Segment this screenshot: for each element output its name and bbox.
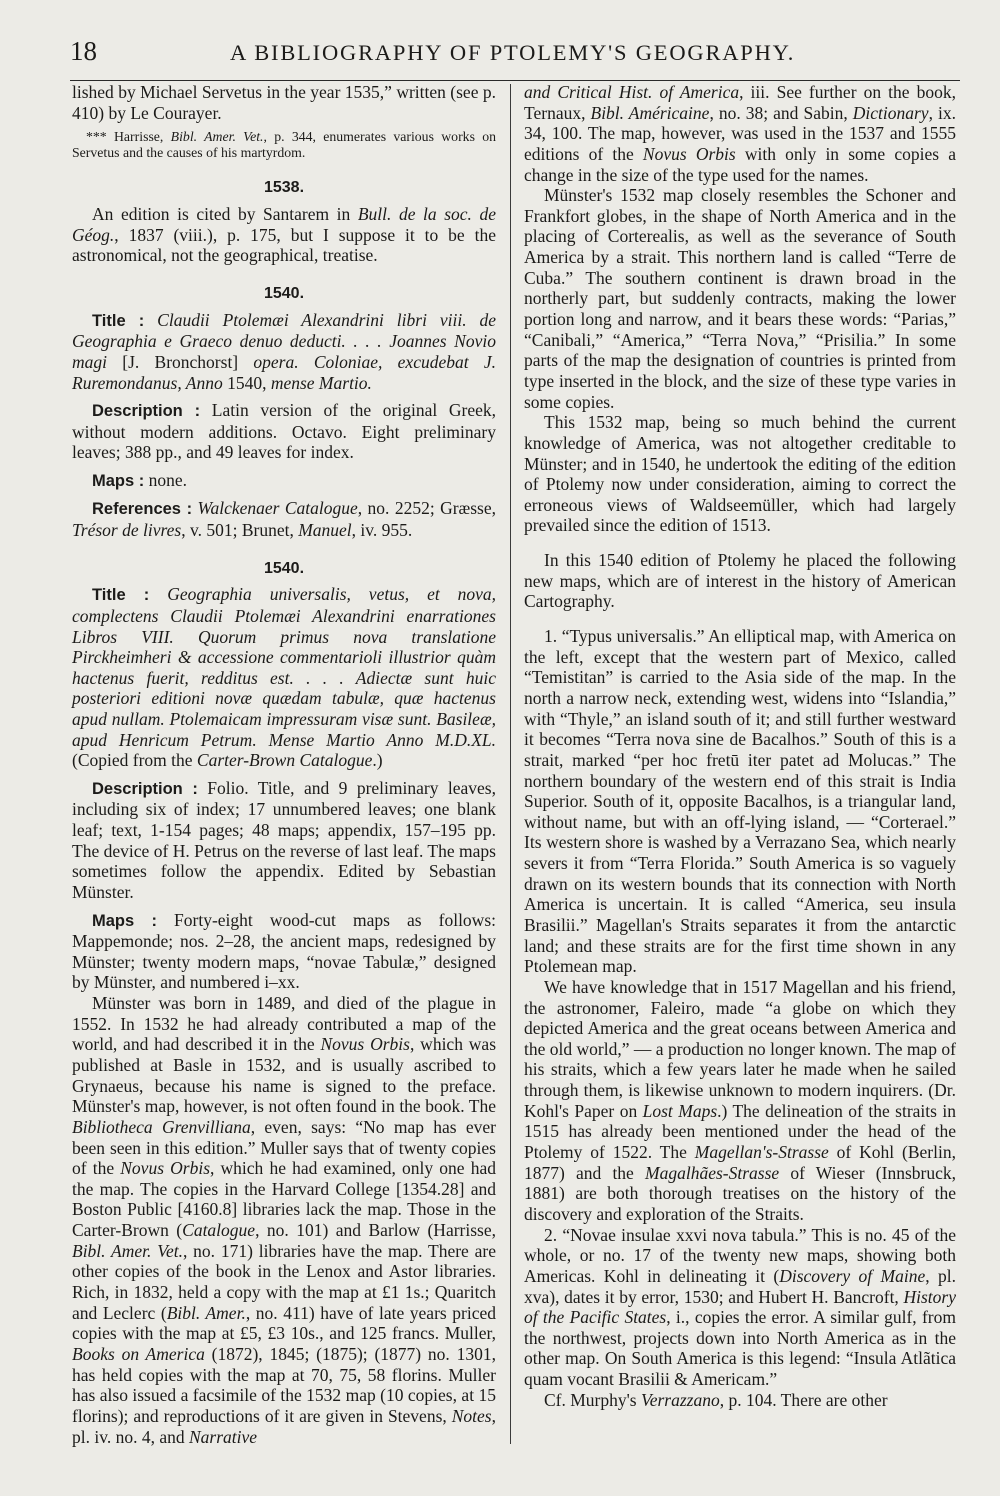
year-heading-1540-a: 1540. (263, 284, 305, 302)
munster-editing-paragraph: This 1532 map, being so much behind the current knowledge of America, was not altogether creditable to Münster; and in 1540, he undertook the editing of the edition of Ptolemy now under consideration, aiming to correct the erroneous views of Waldseemüller, which had largely prevailed since the edition of 1513. (524, 412, 956, 536)
footnote: *** Harrisse, Bibl. Amer. Vet., p. 344, enumerates various works on Servetus and the causes of his martyrdom. (72, 129, 496, 160)
entry-1540b-title: Title : Geographia universalis, vetus, et nova, complectens Claudii Ptolemæi Alexandrini enarrationes Libros VIII. Quorum primus nova translatione Pirckheimheri & accessione commentarioli illustrior quàm hactenus fuerit, redditus est. . . . Adiectæ sunt huic posteriori editioni novæ quædam tabulæ, quæ hactenus apud nullam. Ptolemaicam impressuram visæ sunt. Basileæ, apud Henricum Petrum. Mense Martio Anno M.D.XL. (Copied from the Carter-Brown Catalogue.) (72, 584, 497, 771)
entry-1540a-title: Title : Claudii Ptolemæi Alexandrini libri viii. de Geographia e Graeco denuo deducti. . . . Joannes Novio magi [J. Bronchorst] opera. Coloniae, excudebat J. Ruremondanus, Anno 1540, mense Martio. (72, 309, 497, 393)
running-title: A BIBLIOGRAPHY OF PTOLEMY'S GEOGRAPHY. (230, 40, 796, 65)
entry-1540b-description: Description : Folio. Title, and 9 preliminary leaves, including six of index; 17 unnumbered leaves; one blank leaf; text, 1-154 pages; 48 maps; appendix, 157–195 pp. The device of H. Petrus on the reverse of last leaf. The maps sometimes follow the appendix. Edited by Sebastian Münster. (72, 778, 496, 903)
entry-1540a-references: References : Walckenaer Catalogue, no. 2252; Græsse, Trésor de livres, v. 501; Brunet, Manuel, iv. 955. (72, 498, 496, 540)
continued-references: and Critical Hist. of America, iii. See further on the book, Ternaux, Bibl. Américaine, no. 38; and Sabin, Dictionary, ix. 34, 100. The map, however, was used in the 1537 and 1555 editions of the Novus Orbis with only in some copies a change in the size of the type used for the names. (524, 82, 956, 185)
entry-1540b-maps: Maps : Forty-eight wood-cut maps as follows: Mappemonde; nos. 2–28, the ancient maps, redesigned by Münster; twenty modern maps, “novae Tabulæ,” designed by Münster, and numbered i–xx. (72, 909, 496, 993)
continued-paragraph: lished by Michael Servetus in the year 1535,” written (see p. 410) by Le Courayer. (72, 82, 496, 123)
page-number: 18 (70, 36, 97, 66)
page-header (70, 36, 960, 81)
entry-1540a-description: Description : Latin version of the original Greek, without modern additions. Octavo. Eight preliminary leaves; 388 pp., and 49 leaves for index. (72, 400, 496, 463)
new-maps-intro: In this 1540 edition of Ptolemy he placed the following new maps, which are of interest in the history of American Cartography. (524, 550, 956, 612)
munster-paragraph: Münster was born in 1489, and died of the plague in 1552. In 1532 he had already contributed a map of the world, and had described it in the Novus Orbis, which was published at Basle in 1532, and is usually ascribed to Grynaeus, because his name is signed to the preface. Münster's map, however, is not often found in the book. The Bibliotheca Grenvilliana, even, says: “No map has ever been seen in this edition.” Muller says that of twenty copies of the Novus Orbis, which he had examined, only one had the map. The copies in the Harvard College [1354.28] and Boston Public [4160.8] libraries lack the map. Those in the Carter-Brown (Catalogue, no. 101) and Barlow (Harrisse, Bibl. Amer. Vet., no. 171) libraries have the map. There are other copies of the book in the Lenox and Astor libraries. Rich, in 1832, held a copy with the map at £1 1s.; Quaritch and Leclerc (Bibl. Amer., no. 411) have of late years priced copies with the map at £5, £3 10s., and 125 francs. Muller, Books on America (1872), 1845; (1875); (1877) no. 1301, has held copies with the map at 70, 75, 58 florins. Muller has also issued a facsimile of the 1532 map (10 copies, at 15 florins); and reproductions of it are given in Stevens, Notes, pl. iv. no. 4, and Narrative (72, 993, 497, 1447)
left-column (72, 82, 496, 1447)
magellan-paragraph: We have knowledge that in 1517 Magellan and his friend, the astronomer, Faleiro, made “a globe on which they depicted America and the great oceans between America and the old world,” — a production no longer known. The map of his straits, which a few years later he made when he sailed through them, is likewise unknown to modern inquirers. (Dr. Kohl's Paper on Lost Maps.) The delineation of the straits in 1515 has already been mentioned under the head of the Ptolemy of 1522. The Magellan's-Strasse of Kohl (Berlin, 1877) and the Magalhães-Strasse of Wieser (Innsbruck, 1881) are both thorough treatises on the history of the discovery and exploration of the Straits. (524, 976, 957, 1224)
year-heading-1540-b: 1540. (263, 559, 305, 577)
typus-universalis-paragraph: 1. “Typus universalis.” An elliptical map, with America on the left, except that the western part of Mexico, called “Temistitan” is carried to the Asia side of the map. In the north a narrow neck, extending west, widens into “Islandia,” with “Thyle,” an island south of it; and still further westward it becomes “Terra nova sine de Bacalhos.” South of this is a strait, marked “per hoc fretū iter patet ad Molucas.” The northern boundary of the western end of this strait is India Superior. South of it, opposite Bacalhos, is a triangular land, without name, but with an off-lying island, — “Corterael.” Its western shore is washed by a Verrazano Sea, which nearly severs it from “Terra Florida.” South America is so vaguely drawn on its western bounds that its connection with North America is uncertain. It is called “America, seu insula Brasilii.” Magellan's Straits separates it from the antarctic land; and these straits are for the first time shown in any Ptolemean map. (524, 626, 956, 977)
entry-1540a-maps: Maps : none. (92, 469, 188, 490)
right-column (524, 82, 956, 1410)
munster-1532-map-paragraph: Münster's 1532 map closely resembles the Schoner and Frankfort globes, in the shape of North America and in the placing of Corterealis, as well as the severance of South America by a strait. This northern land is called “Terre de Cuba.” The southern continent is drawn broad in the northerly part, but suddenly contracts, making the lower portion long and narrow, and it bears these words: “Parias,” “Canibali,” “America,” “Terra Nova,” “Prisilia.” In some parts of the map the designation of countries is printed from type inserted in the block, and the size of these type varies in some copies. (524, 185, 956, 412)
column-rule (510, 84, 511, 1444)
murphy-reference: Cf. Murphy's Verrazzano, p. 104. There are other (544, 1389, 888, 1410)
novae-insulae-paragraph: 2. “Novae insulae xxvi nova tabula.” This is no. 45 of the whole, or no. 17 of the twenty new maps, showing both Americas. Kohl in delineating it (Discovery of Maine, pl. xva), dates it by error, 1530; and Hubert H. Bancroft, History of the Pacific States, i., copies the error. A similar gulf, from the northwest, projects down into North America as in the other map. On South America is this legend: “Insula Atlãtica quam vocant Brasilii & Americam.” (524, 1224, 956, 1390)
entry-1538-text: An edition is cited by Santarem in Bull. de la soc. de Géog., 1837 (viii.), p. 175, but I suppose it to be the astronomical, not the geographical, treatise. (72, 204, 496, 266)
year-heading-1538: 1538. (263, 179, 305, 197)
